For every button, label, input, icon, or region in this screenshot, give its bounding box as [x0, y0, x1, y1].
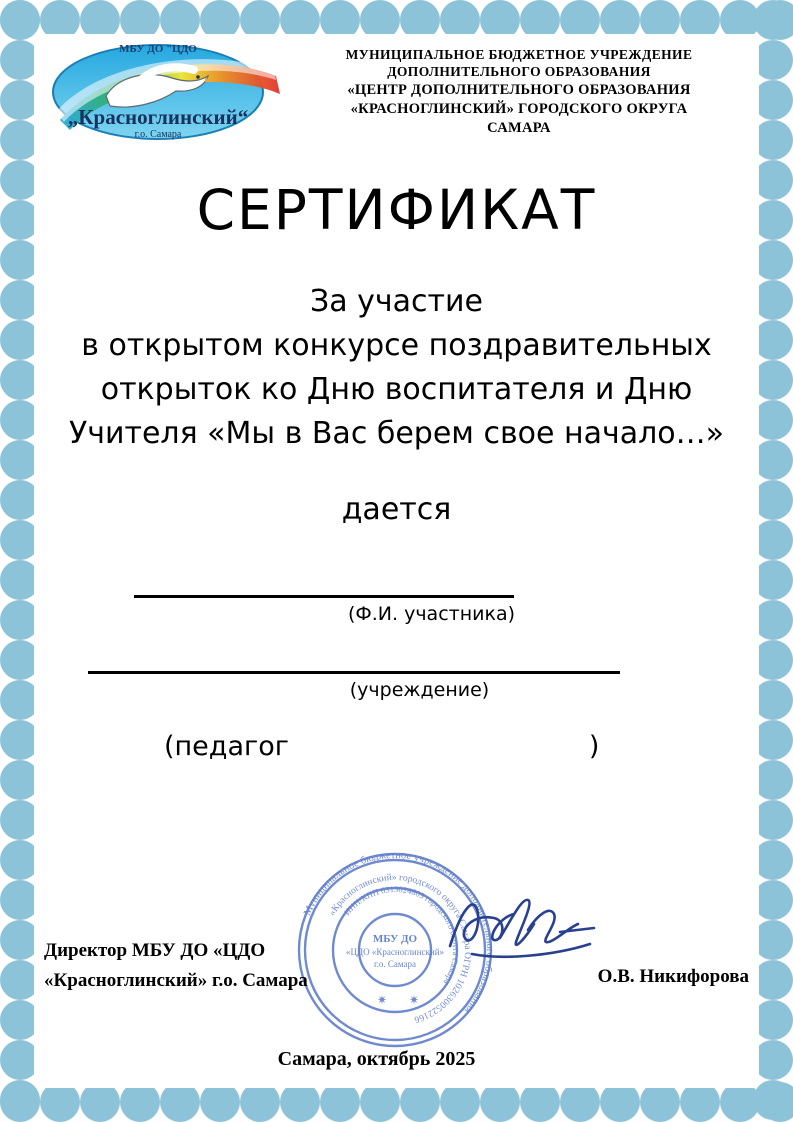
teacher-field[interactable]: [44, 731, 749, 762]
scallop-border-right: [753, 0, 793, 1122]
org-line-4: «КРАСНОГЛИНСКИЙ» ГОРОДСКОГО ОКРУГА: [350, 101, 688, 117]
signature-zone: [44, 849, 749, 1034]
document-header: [44, 34, 749, 152]
svg-text:Муниципальное бюджетное учрежд: Муниципальное бюджетное учреждение дополнительного образования: [302, 849, 496, 1016]
svg-text:МБУ ДО "ЦДО: МБУ ДО "ЦДО: [119, 43, 197, 55]
fill-in-fields: [44, 595, 749, 701]
director-line-2: «Красноглинский» г.о. Самара: [44, 970, 308, 991]
given-label: дается: [341, 492, 452, 527]
svg-text:г.о. Самара: г.о. Самара: [373, 959, 417, 969]
svg-text:«ЦДО «Красноглинский»: «ЦДО «Красноглинский»: [345, 947, 445, 957]
teacher-field-open: (педагог: [164, 731, 289, 762]
subtitle-line-3: открыток ко Дню воспитателя и Дню: [100, 372, 693, 407]
subtitle-line-2: в открытом конкурсе поздравительных: [81, 328, 712, 363]
svg-text:«Красноглинский» городского ок: «Красноглинский» городского округа Самара ОГРН 1026300522166: [327, 872, 473, 1025]
svg-text:✷: ✷: [377, 993, 388, 1007]
place-and-date: Самара, октябрь 2025: [277, 1048, 476, 1070]
svg-text:„Красноглинский“: „Красноглинский“: [67, 105, 249, 129]
scallop-border-bottom: [0, 1082, 793, 1122]
organization-name: [283, 34, 749, 138]
institution-caption: (учреждение): [349, 679, 490, 701]
institution-line[interactable]: [88, 671, 620, 674]
director-title: [44, 936, 308, 996]
organization-logo: [48, 34, 283, 146]
subtitle-line-1: За участие: [310, 284, 483, 319]
participant-name-line[interactable]: [134, 595, 514, 598]
director-line-1: Директор МБУ ДО «ЦДО: [44, 940, 266, 961]
org-line-5: САМАРА: [487, 120, 551, 136]
participant-name-caption: (Ф.И. участника): [347, 603, 516, 625]
subtitle-line-4: Учителя «Мы в Вас берем свое начало…»: [68, 416, 724, 451]
svg-text:г.о. Самара: г.о. Самара: [134, 129, 182, 140]
org-line-3: «ЦЕНТР ДОПОЛНИТЕЛЬНОГО ОБРАЗОВАНИЯ: [347, 82, 691, 98]
certificate-subtitle: [44, 280, 749, 456]
certificate-content: [44, 34, 749, 1088]
director-signature: [442, 884, 602, 974]
svg-text:✷: ✷: [409, 993, 420, 1007]
svg-text:МБУ ДО: МБУ ДО: [372, 933, 418, 945]
svg-text:ИНН/КПП 6313024809 городского: ИНН/КПП 6313024809 городского округа Самара: [341, 883, 462, 987]
org-line-2: ДОПОЛНИТЕЛЬНОГО ОБРАЗОВАНИЯ: [387, 64, 651, 79]
certificate-title: СЕРТИФИКАТ: [196, 178, 597, 242]
director-name: О.В. Никифорова: [597, 966, 749, 987]
teacher-field-close: ): [588, 731, 600, 762]
org-line-1: МУНИЦИПАЛЬНОЕ БЮДЖЕТНОЕ УЧРЕЖДЕНИЕ: [345, 47, 693, 62]
